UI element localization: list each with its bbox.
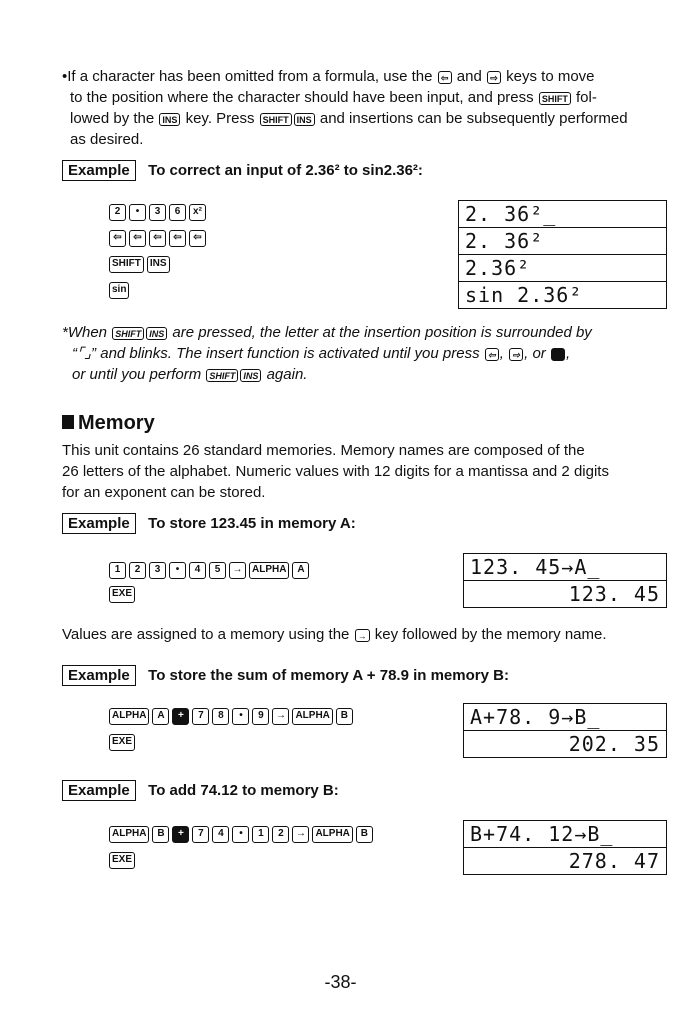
alpha-key-icon: ALPHA xyxy=(312,826,352,843)
dark-key-icon xyxy=(551,348,565,361)
exe-key-icon: EXE xyxy=(109,586,135,603)
key-4-icon: 4 xyxy=(212,826,229,843)
left-arrow-key-icon: ⇦ xyxy=(109,230,126,247)
example-title: To add 74.12 to memory B: xyxy=(148,782,339,799)
key-dot-icon: • xyxy=(232,708,249,725)
intro-line3b: key. Press xyxy=(185,110,255,127)
shift-key-icon: SHIFT xyxy=(539,92,571,105)
example4-display xyxy=(463,820,667,875)
key-a-icon: A xyxy=(152,708,169,725)
example-box: Example xyxy=(62,665,136,686)
key-7-icon: 7 xyxy=(192,826,209,843)
display-line: sin 2.36² xyxy=(465,283,583,307)
key-b-icon: B xyxy=(336,708,353,725)
alpha-key-icon: ALPHA xyxy=(249,562,289,579)
key-5-icon: 5 xyxy=(209,562,226,579)
example-box: Example xyxy=(62,780,136,801)
shift-key-icon: SHIFT xyxy=(109,256,144,273)
key-1-icon: 1 xyxy=(109,562,126,579)
example2-display xyxy=(463,553,667,608)
example3-display xyxy=(463,703,667,758)
plus-key-icon: + xyxy=(172,826,189,843)
left-arrow-key-icon: ⇦ xyxy=(438,71,452,84)
assign-paragraph xyxy=(62,624,607,645)
note-line1a: *When xyxy=(62,324,108,341)
intro-paragraph xyxy=(62,66,672,150)
key-b-icon: B xyxy=(356,826,373,843)
note-line2b: , or xyxy=(524,345,546,362)
square-bullet-icon xyxy=(62,415,74,429)
intro-text: •If a character has been omitted from a formula, use the xyxy=(62,68,433,85)
example4-keys-row2 xyxy=(108,852,136,869)
example3-keys-row2 xyxy=(108,734,136,751)
alpha-key-icon: ALPHA xyxy=(109,826,149,843)
note-line2a: “⌜⌟” and blinks. The insert function is activated until you press xyxy=(72,345,480,362)
left-arrow-key-icon: ⇦ xyxy=(149,230,166,247)
memory-line3: for an exponent can be stored. xyxy=(62,484,266,501)
intro-text-and: and xyxy=(456,68,482,85)
memory-heading xyxy=(62,412,155,435)
display-result: 123. 45 xyxy=(568,582,660,606)
exe-key-icon: EXE xyxy=(109,852,135,869)
example1-display xyxy=(458,200,667,309)
key-3-icon: 3 xyxy=(149,562,166,579)
assign-text2: key followed by the memory name. xyxy=(374,626,607,643)
left-arrow-key-icon: ⇦ xyxy=(129,230,146,247)
alpha-key-icon: ALPHA xyxy=(109,708,149,725)
intro-line3a: lowed by the xyxy=(70,110,155,127)
right-arrow-key-icon: ⇨ xyxy=(509,348,523,361)
assign-arrow-key-icon: → xyxy=(272,708,289,725)
ins-key-icon: INS xyxy=(146,327,167,340)
key-dot-icon: • xyxy=(129,204,146,221)
example1-keys-row4 xyxy=(108,282,130,299)
key-a-icon: A xyxy=(292,562,309,579)
intro-text-keys: keys to move xyxy=(506,68,595,85)
display-line: 123. 45→A_ xyxy=(464,554,666,581)
insert-note: *When SHIFT INS are pressed, the letter at the insertion position is surrounded by “⌜⌟” and blinks. The insert function is activated until you press ⇦ , ⇨ , or , or until you perform SHIFT INS again. xyxy=(62,324,592,383)
key-square-icon: x² xyxy=(189,204,206,221)
shift-key-icon: SHIFT xyxy=(206,369,238,382)
ins-key-icon: INS xyxy=(240,369,261,382)
example-title: To store 123.45 in memory A: xyxy=(148,515,356,532)
left-arrow-key-icon: ⇦ xyxy=(485,348,499,361)
example4-keys-row1 xyxy=(108,826,374,843)
memory-paragraph xyxy=(62,440,674,503)
example1-keys-row1 xyxy=(108,204,207,221)
example3-header xyxy=(62,665,509,686)
display-line: 2. 36²_ xyxy=(459,201,666,228)
key-dot-icon: • xyxy=(232,826,249,843)
key-8-icon: 8 xyxy=(212,708,229,725)
example1-header xyxy=(62,160,423,181)
page-number: -38- xyxy=(324,972,357,992)
example-box: Example xyxy=(62,160,136,181)
display-line: 2. 36² xyxy=(459,228,666,255)
example2-keys-row1 xyxy=(108,562,310,579)
example1-keys-row3 xyxy=(108,256,171,273)
example1-keys-row2 xyxy=(108,230,207,247)
key-1-icon: 1 xyxy=(252,826,269,843)
sin-key-icon: sin xyxy=(109,282,129,299)
left-arrow-key-icon: ⇦ xyxy=(189,230,206,247)
plus-key-icon: + xyxy=(172,708,189,725)
shift-key-icon: SHIFT xyxy=(260,113,292,126)
ins-key-icon: INS xyxy=(147,256,170,273)
alpha-key-icon: ALPHA xyxy=(292,708,332,725)
key-2-icon: 2 xyxy=(129,562,146,579)
key-3-icon: 3 xyxy=(149,204,166,221)
display-result: 278. 47 xyxy=(568,849,660,873)
key-2-icon: 2 xyxy=(272,826,289,843)
note-line3b: again. xyxy=(266,366,308,383)
intro-line2: to the position where the character should have been input, and press xyxy=(70,89,534,106)
memory-line2: 26 letters of the alphabet. Numeric values with 12 digits for a mantissa and 2 digits xyxy=(62,463,609,480)
key-b-icon: B xyxy=(152,826,169,843)
display-line: A+78. 9→B_ xyxy=(464,704,666,731)
intro-line4: as desired. xyxy=(70,131,144,148)
note-line1b: are pressed, the letter at the insertion position is surrounded by xyxy=(172,324,592,341)
shift-key-icon: SHIFT xyxy=(112,327,144,340)
assign-arrow-key-icon: → xyxy=(229,562,246,579)
key-7-icon: 7 xyxy=(192,708,209,725)
assign-arrow-key-icon: → xyxy=(355,629,370,642)
right-arrow-key-icon: ⇨ xyxy=(487,71,501,84)
key-2-icon: 2 xyxy=(109,204,126,221)
display-line: 2.36² xyxy=(459,255,666,282)
key-4-icon: 4 xyxy=(189,562,206,579)
example4-header xyxy=(62,780,339,801)
exe-key-icon: EXE xyxy=(109,734,135,751)
example-title: To correct an input of 2.36² to sin2.36²: xyxy=(148,162,423,179)
ins-key-icon: INS xyxy=(294,113,315,126)
ins-key-icon: INS xyxy=(159,113,180,126)
display-result: 202. 35 xyxy=(568,732,660,756)
display-line: B+74. 12→B_ xyxy=(464,821,666,848)
example-title: To store the sum of memory A + 78.9 in memory B: xyxy=(148,667,509,684)
note-line3a: or until you perform xyxy=(72,366,202,383)
intro-line3c: and insertions can be subsequently performed xyxy=(319,110,628,127)
memory-line1: This unit contains 26 standard memories. Memory names are composed of the xyxy=(62,442,585,459)
example2-keys-row2 xyxy=(108,586,136,603)
key-9-icon: 9 xyxy=(252,708,269,725)
example3-keys-row1 xyxy=(108,708,354,725)
assign-text: Values are assigned to a memory using the xyxy=(62,626,350,643)
example2-header xyxy=(62,513,356,534)
key-6-icon: 6 xyxy=(169,204,186,221)
memory-heading-text: Memory xyxy=(78,412,155,434)
key-dot-icon: • xyxy=(169,562,186,579)
example-box: Example xyxy=(62,513,136,534)
left-arrow-key-icon: ⇦ xyxy=(169,230,186,247)
assign-arrow-key-icon: → xyxy=(292,826,309,843)
intro-line2b: fol- xyxy=(575,89,597,106)
